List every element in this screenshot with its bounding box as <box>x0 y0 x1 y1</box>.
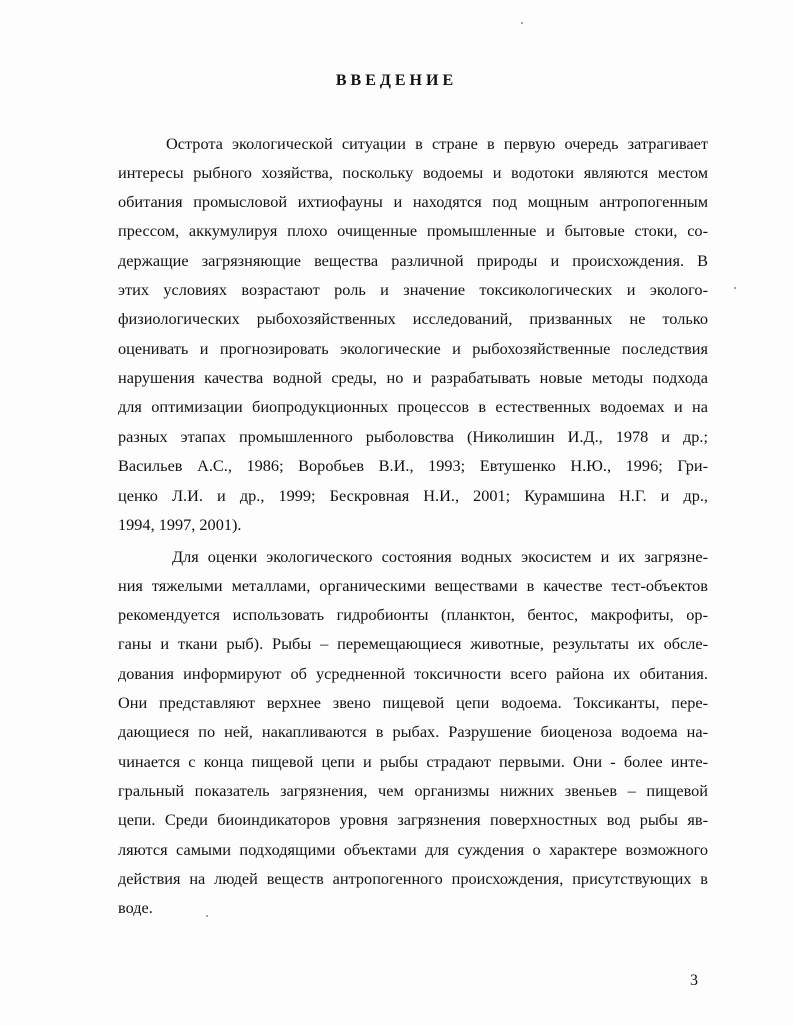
scan-speck <box>734 287 736 289</box>
text-line: нарушения качества водной среды, но и разрабатывать новые методы подхода <box>118 368 708 387</box>
text-line: дающиеся по ней, накапливаются в рыбах. Разрушение биоценоза водоема на- <box>118 722 708 741</box>
text-line: цепи. Среди биоиндикаторов уровня загрязнения поверхностных вод рыбы яв- <box>118 810 708 829</box>
text-line: воде. <box>118 898 153 917</box>
text-line: оценивать и прогнозировать экологические и рыбохозяйственные последствия <box>118 339 708 358</box>
text-line: Острота экологической ситуации в стране в первую очередь затрагивает <box>166 134 708 153</box>
text-line: для оптимизации биопродукционных процессов в естественных водоемах и на <box>118 397 708 416</box>
text-line: чинается с конца пищевой цепи и рыбы страдают первыми. Они - более инте- <box>118 752 708 771</box>
text-line: физиологических рыбохозяйственных исследований, призванных не только <box>118 309 708 328</box>
scan-speck <box>206 915 208 917</box>
text-line: Васильев А.С., 1986; Воробьев В.И., 1993; Евтушенко Н.Ю., 1996; Гри- <box>118 456 708 475</box>
text-line: дования информируют об усредненной токсичности всего района их обитания. <box>118 664 708 683</box>
text-line: ганы и ткани рыб). Рыбы – перемещающиеся животные, результаты их обсле- <box>118 634 708 653</box>
text-line: разных этапах промышленного рыболовства (Николишин И.Д., 1978 и др.; <box>118 427 708 446</box>
scan-speck <box>521 22 523 24</box>
text-line: прессом, аккумулируя плохо очищенные промышленные и бытовые стоки, со- <box>118 221 708 240</box>
text-line: этих условиях возрастают роль и значение токсикологических и эколого- <box>118 280 708 299</box>
text-line: действия на людей веществ антропогенного происхождения, присутствующих в <box>118 869 708 888</box>
text-line: рекомендуется использовать гидробионты (планктон, бентос, макрофиты, ор- <box>118 605 708 624</box>
text-line: Они представляют верхнее звено пищевой цепи водоема. Токсиканты, пере- <box>118 693 708 712</box>
text-line: Для оценки экологического состояния водных экосистем и их загрязне- <box>172 547 708 566</box>
page-number: 3 <box>690 972 698 989</box>
text-line: интересы рыбного хозяйства, поскольку водоемы и водотоки являются местом <box>118 163 708 182</box>
text-line: ляются самыми подходящими объектами для суждения о характере возможного <box>118 840 708 859</box>
text-line: 1994, 1997, 2001). <box>118 515 242 534</box>
text-line: ния тяжелыми металлами, органическими веществами в качестве тест-объектов <box>118 576 708 595</box>
text-line: держащие загрязняющие вещества различной природы и происхождения. В <box>118 251 708 270</box>
text-line: ценко Л.И. и др., 1999; Бескровная Н.И., 2001; Курамшина Н.Г. и др., <box>118 486 708 505</box>
text-line: обитания промысловой ихтиофауны и находятся под мощным антропогенным <box>118 192 708 211</box>
page-title: ВВЕДЕНИЕ <box>335 72 458 89</box>
text-line: гральный показатель загрязнения, чем организмы нижних звеньев – пищевой <box>118 781 708 800</box>
